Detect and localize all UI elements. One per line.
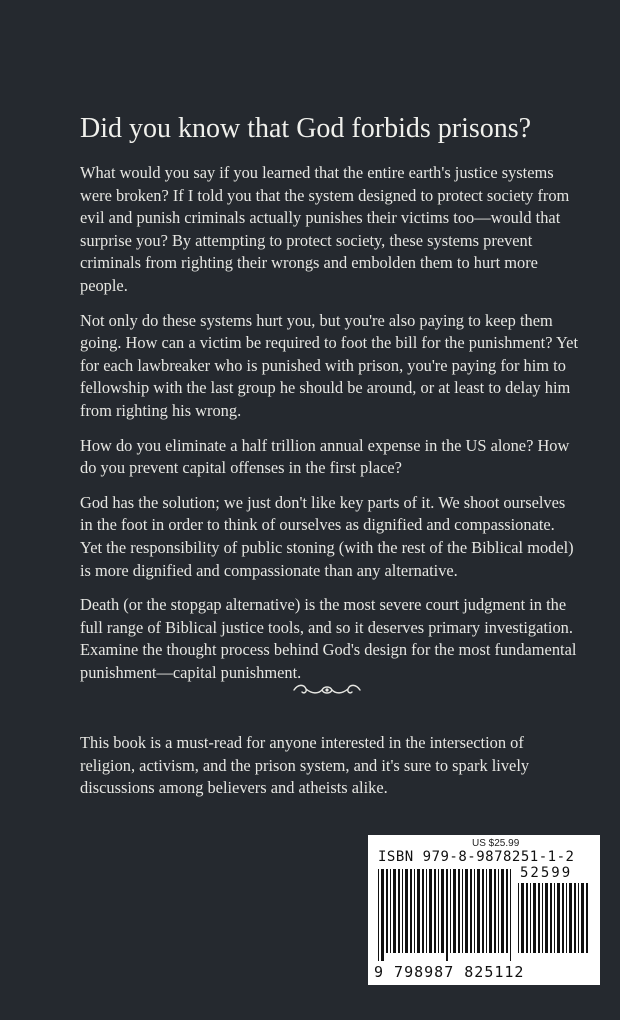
barcode-stripe [477,869,480,953]
barcode-stripe [429,869,432,953]
addon-barcode-bars [518,883,590,961]
barcode-stripe [562,883,564,953]
barcode-stripe [417,869,420,953]
barcode-stripe [482,869,484,953]
blurb: This book is a must-read for anyone interested in the intersection of religion, activism, and the prison system, and it's sure to spark lively discussions among believers and atheists alike. [80,733,530,798]
ean-barcode-bars [378,869,512,961]
barcode-stripe [458,869,460,953]
barcode-stripe [378,869,379,961]
barcode-stripe [462,869,463,953]
ean-digits: 9 798987 825112 [374,963,525,981]
paragraph: God has the solution; we just don't like key parts of it. We shoot ourselves in the foot in order to think of ourselves as dignified and compassionate. Yet the responsibility of public stoning (with the rest of the Biblical model) is more dignified and compassionate than any alternative. [80,492,574,580]
barcode-stripe [434,869,436,953]
barcode-stripe [586,883,588,953]
barcode-stripe [393,869,396,953]
barcode-stripe [446,869,448,961]
barcode-stripe [554,883,555,953]
price-addon-digits: 52599 [520,865,573,881]
barcode-stripe [453,869,456,953]
barcode-stripe [410,869,412,953]
barcode-stripe [538,883,540,953]
flourish-ornament-icon [290,680,364,700]
paragraph: Death (or the stopgap alternative) is the most severe court judgment in the full range of Biblical justice tools, and so it deserves primary investigation. Examine the thought process behind God's design for the most fundamental punishment—capital punishment. [80,595,577,682]
barcode-stripe [557,883,560,953]
barcode-stripe [501,869,504,953]
barcode-stripe [506,869,508,953]
barcode-stripe [530,883,531,953]
barcode-stripe [450,869,451,953]
isbn-text: ISBN 979-8-9878251-1-2 [378,849,575,865]
barcode-stripe [574,883,576,953]
barcode-stripe [566,883,567,953]
barcode-stripe [581,883,584,953]
barcode-stripe [414,869,415,953]
barcode-stripe [498,869,499,953]
barcode-stripe [521,883,524,953]
barcode-stripe [542,883,543,953]
barcode-stripe [441,869,444,953]
barcode-stripe [426,869,427,953]
barcode-stripe [390,869,391,953]
barcode-stripe [386,869,388,953]
barcode-stripe [550,883,552,953]
barcode-stripe [405,869,408,953]
description-body [80,162,580,696]
barcode-stripe [438,869,439,953]
isbn-barcode [368,835,600,985]
barcode-stripe [422,869,424,953]
barcode-stripe [489,869,492,953]
barcode-stripe [381,869,384,961]
barcode-stripe [474,869,475,953]
barcode-stripe [470,869,472,953]
paragraph: Not only do these systems hurt you, but you're also paying to keep them going. How can a victim be required to foot the bill for the punishment? Yet for each lawbreaker who is punished with prison, you're paying for him to fellowship with the last group he should be around, or at least to delay him from righting his wrong. [80,310,578,420]
barcode-stripe [494,869,496,953]
barcode-stripe [402,869,403,953]
barcode-stripe [569,883,572,953]
barcode-stripe [398,869,400,953]
barcode-stripe [578,883,579,953]
barcode-stripe [510,869,511,961]
barcode-stripe [465,869,468,953]
paragraph: How do you eliminate a half trillion annual expense in the US alone? How do you prevent capital offenses in the first place? [80,435,570,478]
barcode-stripe [545,883,548,953]
barcode-stripe [526,883,528,953]
barcode-stripe [486,869,487,953]
paragraph: What would you say if you learned that the entire earth's justice systems were broken? If I told you that the system designed to protect society from evil and punish criminals actually punishes their victims too—would that surprise you? By attempting to protect society, these systems prevent criminals from righting their wrongs and embolden them to hurt more people. [80,163,570,295]
price-label: US $25.99 [472,838,520,849]
headline: Did you know that God forbids prisons? [80,113,532,144]
barcode-stripe [518,883,519,953]
barcode-stripe [533,883,536,953]
